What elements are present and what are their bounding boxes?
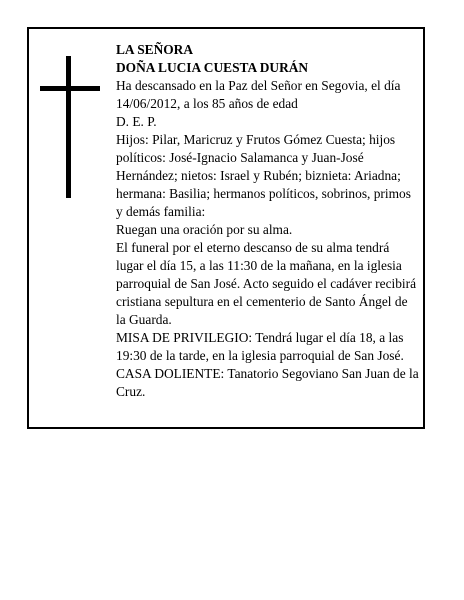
death-statement: Ha descansado en la Paz del Señor en Segovia, el día 14/06/2012, a los 85 años de edad [116, 78, 401, 111]
funeral-details: El funeral por el eterno descanso de su alma tendrá lugar el día 15, a las 11:30 de la mañana, en la iglesia parroquial de San José. Acto seguido el cadáver recibirá cristiana sepultura en el cementerio de Santo Ángel de la Guarda. [116, 240, 417, 327]
prayer-request: Ruegan una oración por su alma. [116, 222, 293, 237]
mourning-house: CASA DOLIENTE: Tanatorio Segoviano San Juan de la Cruz. [116, 366, 419, 399]
rip-line: D. E. P. [116, 114, 157, 129]
family-list: Hijos: Pilar, Maricruz y Frutos Gómez Cuesta; hijos políticos: José-Ignacio Salamanca y Juan-José Hernández; nietos: Israel y Rubén; biznieta: Ariadna; hermana: Basilia; hermanos políticos, sobrinos, primos y demás familia: [116, 132, 411, 219]
obituary-notice [27, 27, 425, 429]
mass-details: MISA DE PRIVILEGIO: Tendrá lugar el día 18, a las 19:30 de la tarde, en la iglesia parroquial de San José. [116, 330, 404, 363]
cross-vertical-bar [66, 56, 71, 198]
cross-icon [40, 56, 100, 198]
deceased-name: DOÑA LUCIA CUESTA DURÁN [116, 60, 309, 75]
cross-horizontal-bar [40, 86, 100, 91]
notice-heading: LA SEÑORA [116, 42, 194, 57]
notice-text [116, 41, 420, 401]
